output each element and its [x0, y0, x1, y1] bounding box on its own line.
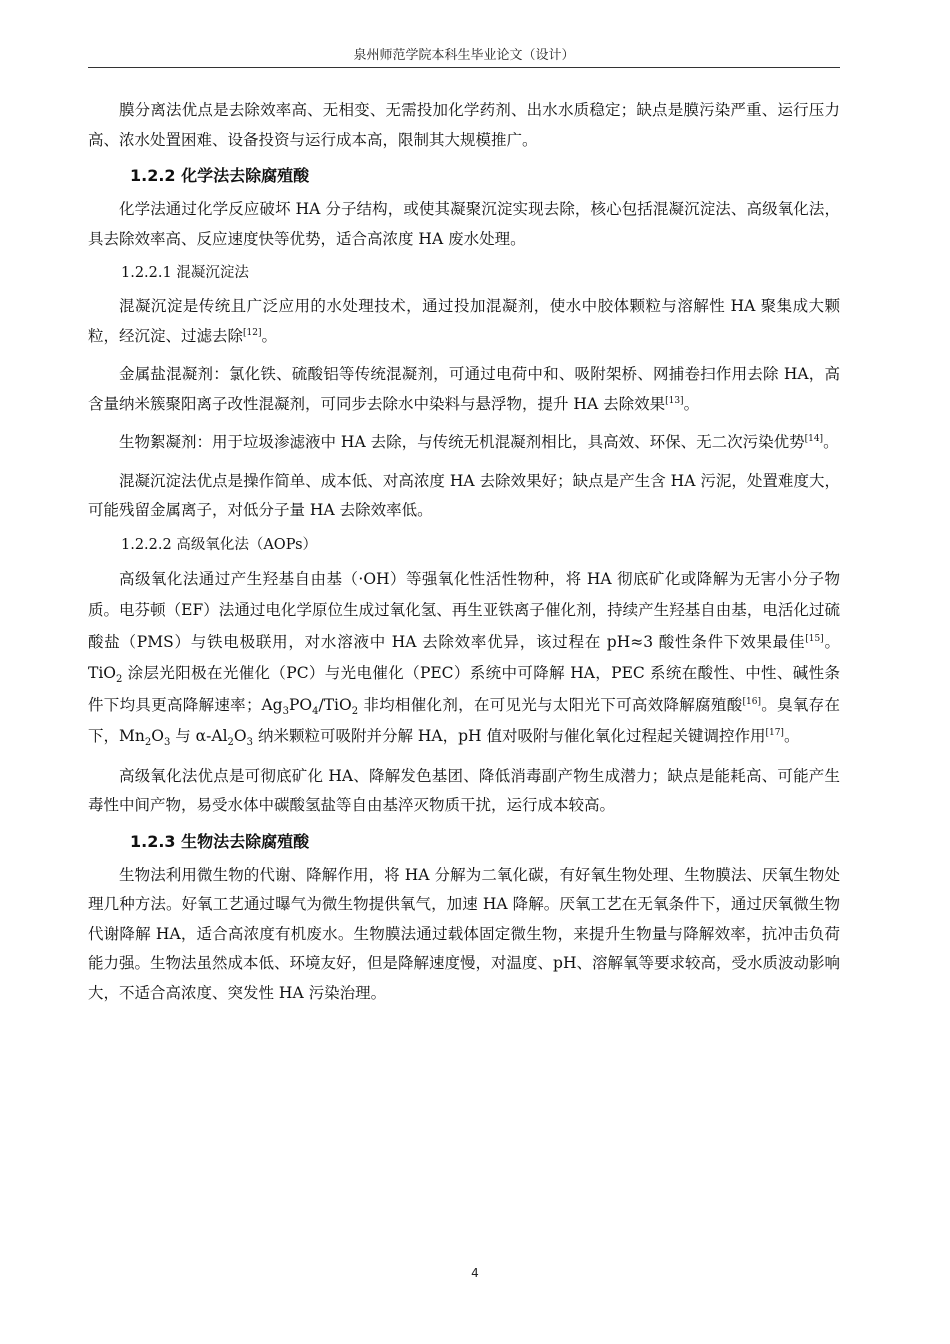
text-span: 。 — [823, 433, 839, 451]
paragraph-aops-summary: 高级氧化法优点是可彻底矿化 HA、降解发色基团、降低消毒副产物生成潜力；缺点是能耗高、可能产生毒性中间产物，易受水体中碳酸氢盐等自由基淬灭物质干扰，运行成本较高。 — [88, 766, 840, 814]
text-span: 高级氧化法通过产生羟基自由基（·OH）等强氧化性活性物种，将 HA 彻底矿化或降解为无害小分子物质。电芬顿（EF）法通过电化学原位生成过氧化氢、再生亚铁离子催化剂，持续产生羟基自由基，电活化过硫酸盐（PMS）与铁电极联用，对水溶液中 HA 去除效率优异，该过程在 pH≈3 酸性条件下效果最佳 — [88, 569, 840, 651]
text-span: 与 α-Al — [170, 727, 228, 745]
text-span: 。 — [261, 326, 278, 345]
text-span: 混凝沉淀是传统且广泛应用的水处理技术，通过投加混凝剂，使水中胶体颗粒与溶解性 HA 聚集成大颗粒，经沉淀、过滤去除 — [88, 297, 840, 345]
paragraph-coagulation-summary: 混凝沉淀法优点是操作简单、成本低、对高浓度 HA 去除效果好；缺点是产生含 HA 污泥，处置难度大，可能残留金属离子，对低分子量 HA 去除效率低。 — [88, 471, 840, 519]
text-span: 生物絮凝剂：用于垃圾渗滤液中 HA 去除，与传统无机混凝剂相比，具高效、环保、无二次污染优势 — [119, 433, 805, 451]
section-heading-1-2-3: 1.2.3 生物法去除腐殖酸 — [130, 831, 310, 851]
paragraph-membrane-summary: 膜分离法优点是去除效率高、无相变、无需投加化学药剂、出水水质稳定；缺点是膜污染严重、运行压力高、浓水处置困难、设备投资与运行成本高，限制其大规模推广。 — [88, 101, 840, 149]
citation: [14] — [804, 433, 824, 444]
paragraph-coagulation-intro — [88, 292, 840, 351]
subscript: 2 — [351, 705, 359, 717]
paragraph-bioflocculant — [88, 428, 840, 458]
text-span: O — [151, 727, 164, 745]
header-rule — [88, 67, 840, 68]
text-span: 。 — [783, 727, 800, 745]
paragraph-aops — [88, 564, 840, 753]
paragraph-biological: 生物法利用微生物的代谢、降解作用，将 HA 分解为二氧化碳，有好氧生物处理、生物膜法、厌氧生物处理几种方法。好氧工艺通过曝气为微生物提供氧气，加速 HA 降解。厌氧工艺在无氧条件下，通过厌氧微生物代谢降解 HA，适合高浓度有机废水。生物膜法通过载体固定微生物，来提升生物量与降解效率，抗冲击负荷能力强。生物法虽然成本低、环境友好，但是降解速度慢，对温度、pH、溶解氧等要求较高，受水质波动影响大，不适合高浓度、突发性 HA 污染治理。 — [88, 865, 840, 1002]
text-span: 。臭氧存在下，Mn — [88, 695, 840, 745]
text-span: 。 — [683, 394, 700, 413]
text-span: /TiO — [318, 695, 352, 714]
text-span: 。TiO — [88, 632, 840, 682]
subscript: 4 — [312, 705, 319, 717]
subscript: 2 — [116, 674, 123, 686]
subscript: 3 — [163, 737, 171, 749]
paragraph-metal-salt — [88, 360, 840, 419]
text-span: 涂层光阳极在光催化（PC）与光电催化（PEC）系统中可降解 HA，PEC 系统在酸性、中性、碱性条件下均具更高降解速率；Ag — [88, 664, 840, 714]
page-number: 4 — [471, 1266, 479, 1280]
section-heading-1-2-2: 1.2.2 化学法去除腐殖酸 — [130, 166, 310, 185]
subsection-heading-1-2-2-2: 1.2.2.2 高级氧化法（AOPs） — [121, 536, 318, 553]
citation: [15] — [805, 633, 824, 644]
citation: [12] — [243, 327, 262, 338]
page-body — [88, 96, 840, 1008]
paragraph-chemical-intro: 化学法通过化学反应破坏 HA 分子结构，或使其凝聚沉淀实现去除，核心包括混凝沉淀法、高级氧化法，具去除效率高、反应速度快等优势，适合高浓度 HA 废水处理。 — [88, 200, 840, 248]
citation: [16] — [742, 696, 761, 707]
subsection-heading-1-2-2-1: 1.2.2.1 混凝沉淀法 — [121, 265, 249, 281]
text-span: 非均相催化剂，在可见光与太阳光下可高效降解腐殖酸 — [358, 695, 743, 714]
subscript: 3 — [282, 705, 289, 717]
text-span: 纳米颗粒可吸附并分解 HA，pH 值对吸附与催化氧化过程起关键调控作用 — [253, 727, 766, 745]
subscript: 3 — [246, 737, 254, 749]
text-span: 金属盐混凝剂：氯化铁、硫酸铝等传统混凝剂，可通过电荷中和、吸附架桥、网捕卷扫作用去除 HA，高含量纳米簇聚阳离子改性混凝剂，可同步去除水中染料与悬浮物，提升 HA 去除效果 — [88, 365, 840, 413]
citation: [13] — [665, 395, 684, 406]
text-span: PO — [288, 695, 313, 714]
subscript: 2 — [144, 737, 152, 749]
citation: [17] — [765, 727, 784, 738]
text-span: O — [233, 727, 247, 745]
subscript: 2 — [227, 737, 234, 749]
running-header: 泉州师范学院本科生毕业论文（设计） — [353, 48, 575, 63]
